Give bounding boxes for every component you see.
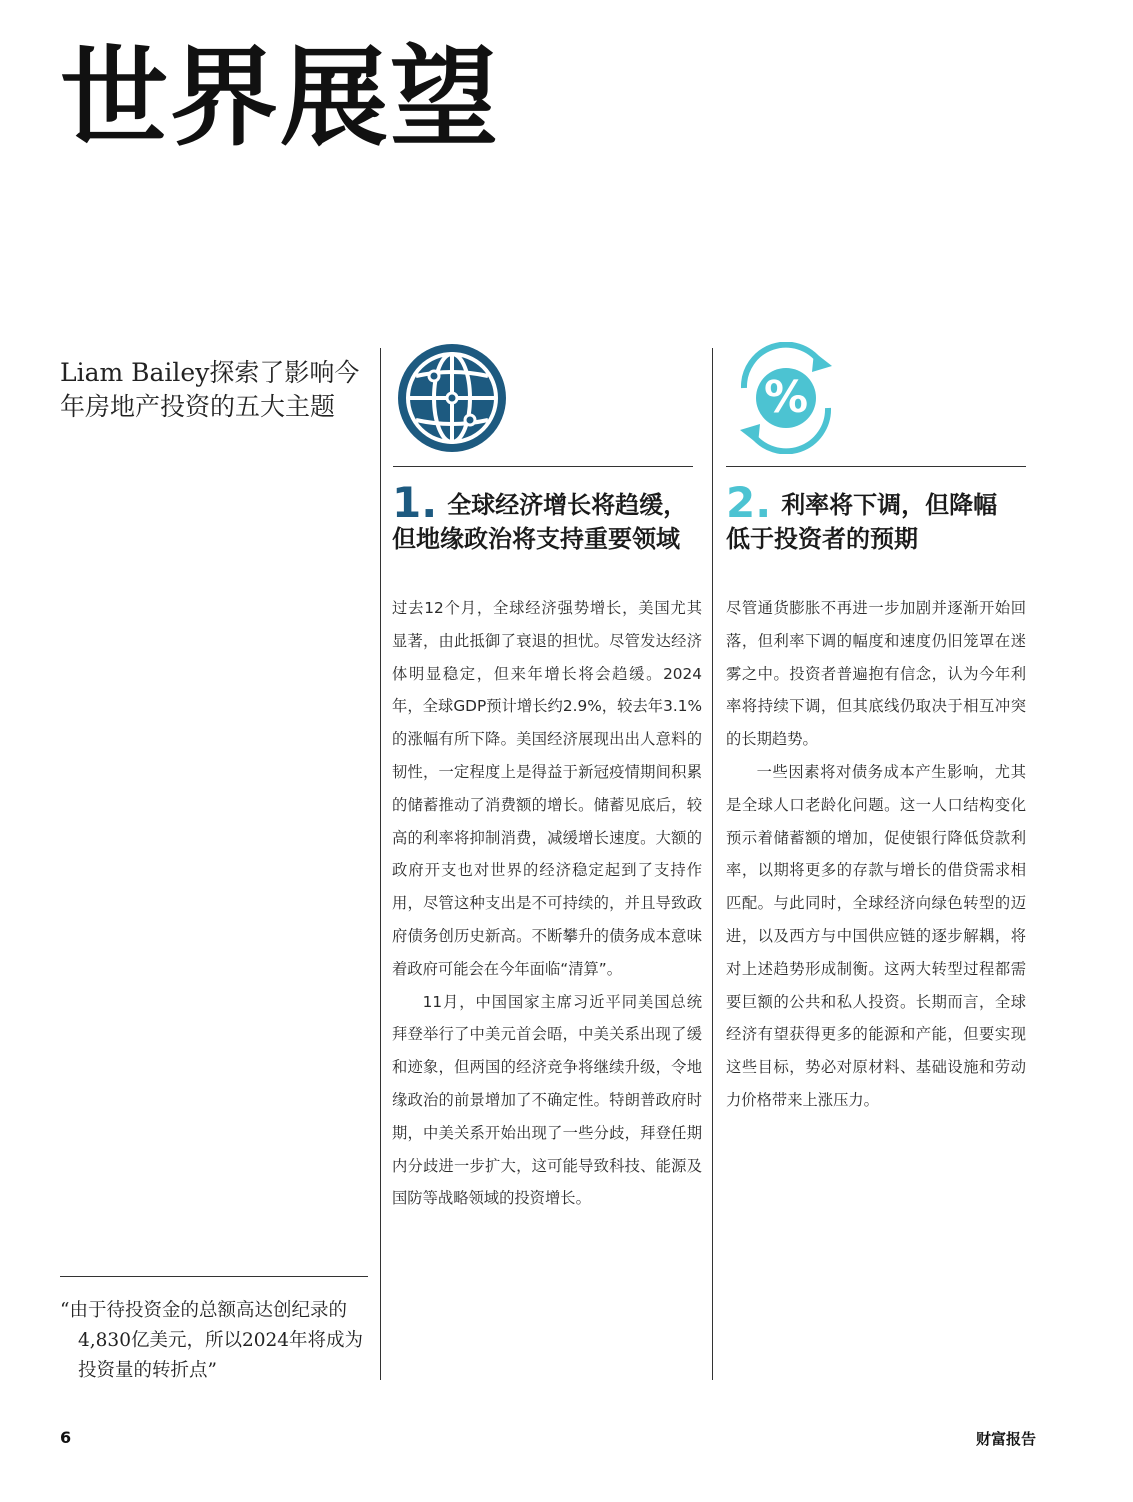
paragraph: 尽管通货膨胀不再进一步加剧并逐渐开始回落，但利率下调的幅度和速度仍旧笼罩在迷雾之中。投资者普遍抱有信念，认为今年利率将持续下调，但其底线仍取决于相互冲突的长期趋势。 <box>726 599 1026 749</box>
quote-line: “由于待投资金的总额高达创纪录的 <box>60 1300 347 1321</box>
heading-line: 全球经济增长将趋缓， <box>447 491 688 519</box>
publication-brand: 财富报告 <box>975 1430 1036 1448</box>
page-title: 世界展望 <box>60 36 501 161</box>
column-2-heading <box>726 478 998 556</box>
quote-line: 投资量的转折点” <box>78 1360 217 1381</box>
percent-symbol: % <box>763 372 809 423</box>
column-1-heading <box>392 478 688 556</box>
column-1-body <box>392 592 702 1215</box>
paragraph: 过去12个月，全球经济强势增长，美国尤其显著，由此抵御了衰退的担忧。尽管发达经济体明显稳定，但来年增长将会趋缓。2024年，全球GDP预计增长约2.9%，较去年3.1%的涨幅有所下降。美国经济展现出出人意料的韧性，一定程度上是得益于新冠疫情期间积累的储蓄推动了消费额的增长。储蓄见底后，较高的利率将抑制消费，减缓增长速度。大额的政府开支也对世界的经济稳定起到了支持作用，尽管这种支出是不可持续的，并且导致政府债务创历史新高。不断攀升的债务成本意味着政府可能会在今年面临“清算”。 <box>392 599 702 978</box>
percent-cycle-icon <box>728 342 844 454</box>
column-divider-left <box>380 348 381 1380</box>
column-2-number: 2. <box>726 478 772 527</box>
heading-line: 低于投资者的预期 <box>726 525 918 553</box>
quote-line: 4,830亿美元，所以2024年将成为 <box>78 1330 364 1351</box>
paragraph: 11月，中国国家主席习近平同美国总统拜登举行了中美元首会晤，中美关系出现了缓和迹象，但两国的经济竞争将继续升级，令地缘政治的前景增加了不确定性。特朗普政府时期，中美关系开始出现了一些分歧，拜登任期内分歧进一步扩大，这可能导致科技、能源及国防等战略领域的投资增长。 <box>392 992 702 1208</box>
paragraph: 一些因素将对债务成本产生影响，尤其是全球人口老龄化问题。这一人口结构变化预示着储蓄额的增加，促使银行降低贷款利率，以期将更多的存款与增长的借贷需求相匹配。与此同时，全球经济向绿色转型的迈进，以及西方与中国供应链的逐步解耦，将对上述趋势形成制衡。这两大转型过程都需要巨额的公共和私人投资。长期而言，全球经济有望获得更多的能源和产能，但要实现这些目标，势必对原材料、基础设施和劳动力价格带来上涨压力。 <box>726 762 1026 1109</box>
heading-line: 利率将下调，但降幅 <box>781 491 998 519</box>
intro-text: Liam Bailey探索了影响今年房地产投资的五大主题 <box>60 358 360 421</box>
column-2-rule <box>726 466 1026 467</box>
column-2-body <box>726 592 1026 1117</box>
globe-icon <box>396 342 508 454</box>
quote-rule <box>60 1276 368 1277</box>
heading-line: 但地缘政治将支持重要领域 <box>392 525 680 553</box>
column-divider-right <box>712 348 713 1380</box>
page-number: 6 <box>60 1428 72 1447</box>
column-1-rule <box>393 466 693 467</box>
pull-quote <box>60 1296 380 1386</box>
column-1-number: 1. <box>392 478 438 527</box>
